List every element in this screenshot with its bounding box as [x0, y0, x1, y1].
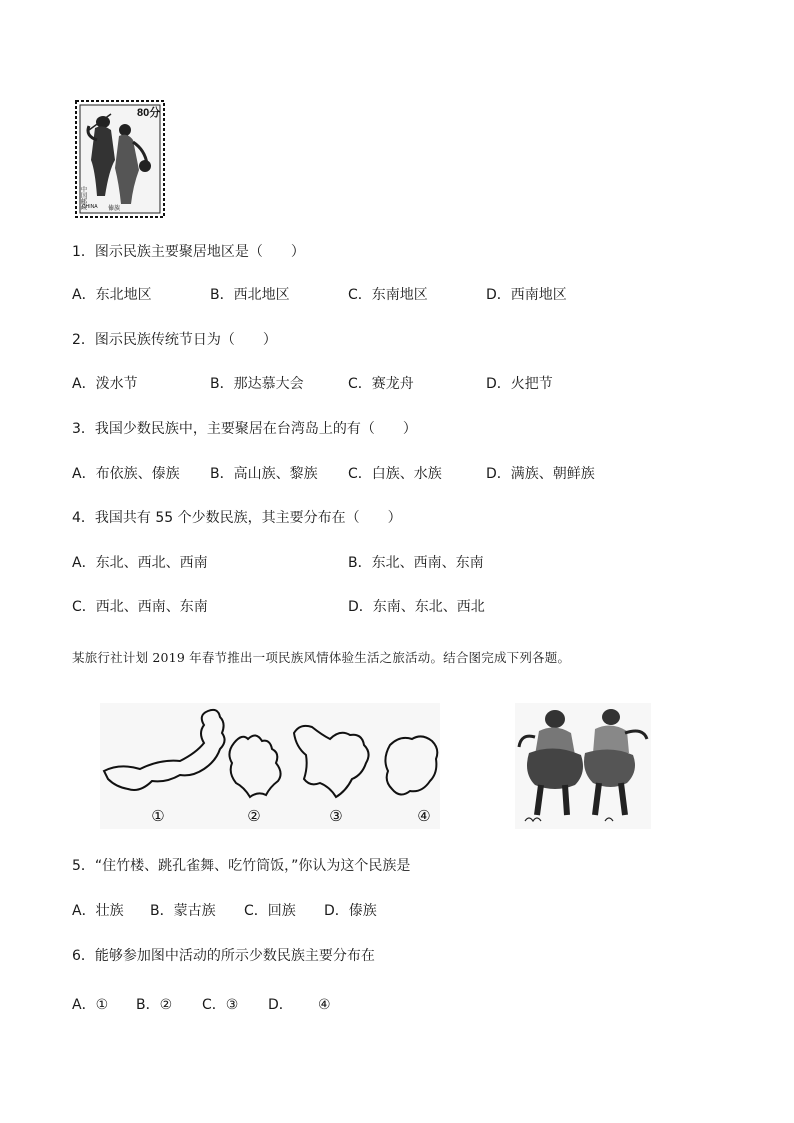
stamp-denomination: 80分 [137, 107, 161, 119]
stamp-country: 中国邮政 [79, 186, 87, 210]
q4-option-c[interactable]: C．西北、西南、东南 [72, 599, 208, 615]
q1-option-a[interactable]: A．东北地区 [72, 287, 152, 303]
q1-option-c[interactable]: C．东南地区 [348, 287, 428, 303]
q1-option-b[interactable]: B．西北地区 [210, 287, 290, 303]
map-label-3: ③ [329, 807, 343, 825]
q2-option-a[interactable]: A．泼水节 [72, 376, 138, 392]
question-3-text: 3．我国少数民族中，主要聚居在台湾岛上的有（ ） [72, 421, 417, 437]
question-1-text: 1．图示民族主要聚居地区是（ ） [72, 244, 305, 260]
dancers-image [515, 703, 651, 829]
q6-option-c[interactable]: C．③ [202, 997, 239, 1013]
q3-option-a[interactable]: A．布依族、傣族 [72, 466, 180, 482]
q2-option-d[interactable]: D．火把节 [486, 376, 553, 392]
q6-option-b[interactable]: B．② [136, 997, 173, 1013]
q5-option-c[interactable]: C．回族 [244, 903, 296, 919]
question-2-text: 2．图示民族传统节日为（ ） [72, 332, 277, 348]
q6-option-d-value: ④ [318, 997, 331, 1013]
q5-option-d[interactable]: D．傣族 [324, 903, 377, 919]
q6-option-a[interactable]: A．① [72, 997, 109, 1013]
q6-option-d[interactable]: D． [268, 997, 293, 1013]
map-label-4: ④ [417, 807, 431, 825]
q2-option-b[interactable]: B．那达慕大会 [210, 376, 304, 392]
q3-option-c[interactable]: C．白族、水族 [348, 466, 442, 482]
q5-option-a[interactable]: A．壮族 [72, 903, 124, 919]
q1-option-d[interactable]: D．西南地区 [486, 287, 567, 303]
q3-option-b[interactable]: B．高山族、黎族 [210, 466, 318, 482]
q2-option-c[interactable]: C．赛龙舟 [348, 376, 414, 392]
q4-option-b[interactable]: B．东北、西南、东南 [348, 555, 484, 571]
dai-stamp-image [75, 100, 165, 218]
q4-option-a[interactable]: A．东北、西北、西南 [72, 555, 208, 571]
q5-option-b[interactable]: B．蒙古族 [150, 903, 216, 919]
q4-option-d[interactable]: D．东南、东北、西北 [348, 599, 485, 615]
question-6-text: 6．能够参加图中活动的所示少数民族主要分布在 [72, 948, 375, 964]
map-label-1: ① [151, 807, 165, 825]
q3-option-d[interactable]: D．满族、朝鲜族 [486, 466, 595, 482]
stamp-caption: 傣族 [108, 205, 121, 212]
scenario-intro: 某旅行社计划 2019 年春节推出一项民族风情体验生活之旅活动。结合图完成下列各题。 [72, 650, 571, 665]
stamp-country-en: CHINA [82, 204, 98, 210]
question-5-text: 5．“住竹楼、跳孔雀舞、吃竹筒饭，”你认为这个民族是 [72, 858, 411, 874]
province-maps-figure [100, 703, 440, 829]
question-4-text: 4．我国共有 55 个少数民族，其主要分布在（ ） [72, 510, 402, 526]
map-label-2: ② [247, 807, 261, 825]
